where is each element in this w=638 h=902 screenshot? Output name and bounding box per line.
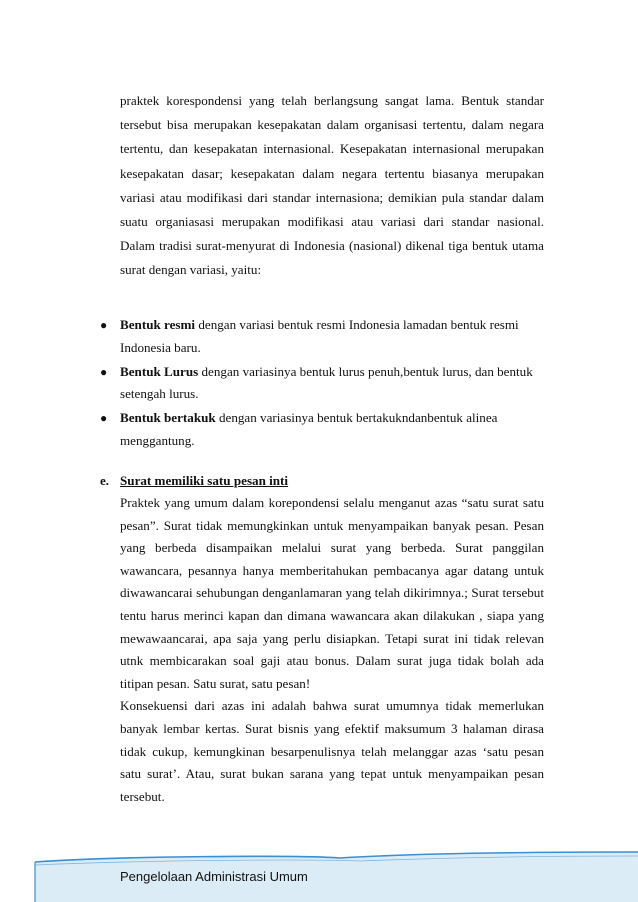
list-item [100,407,546,452]
list-item [100,314,546,359]
list-item [100,361,546,406]
bullet-icon: ● [100,364,108,379]
section-heading [100,470,546,492]
list-item-term: Bentuk Lurus [120,363,199,379]
form-list [100,314,546,454]
section-paragraph: Konsekuensi dari azas ini adalah bahwa surat umumnya tidak memerlukan banyak lembar kertas. Surat bisnis yang efektif maksumum 3 halaman dirasa tidak cukup, kemungkinan besarpenulisnya telah melanggar azas ‘satu pesan satu surat’. Atau, surat bukan sarana yang tepat untuk menyampaikan pesan tersebut. [120,698,544,804]
list-item-text: dengan variasi bentuk resmi Indonesia lamadan bentuk resmi Indonesia baru. [120,317,519,355]
list-item-term: Bentuk bertakuk [120,410,216,425]
section-letter: e. [100,473,110,488]
list-item-text: dengan variasinya bentuk lurus penuh,bentuk lurus, dan bentuk setengah lurus. [120,363,533,401]
list-item-text: dengan variasinya bentuk bertakukndanbentuk alinea menggantung. [120,410,498,448]
section-e [100,470,546,808]
bullet-icon: ● [100,411,108,425]
intro-paragraph: praktek korespondensi yang telah berlangsung sangat lama. Bentuk standar tersebut bisa merupakan kesepakatan dalam organisasi tertentu, dalam negara tertentu, dan kesepakatan internasional. Kesepakatan internasional merupakan kesepakatan dasar; kesepakatan dalam negara tertentu biasanya merupakan variasi atau modifikasi dari standar internasiona; demikian pula standar dalam suatu organiasasi merupakan modifikasi atau variasi dari standar nasional. Dalam tradisi surat-menyurat di Indonesia (nasional) dikenal tiga bentuk utama surat dengan variasi, yaitu: [120,93,544,278]
list-item-term: Bentuk resmi [120,317,196,332]
bullet-icon: ● [100,318,108,332]
section-title: Surat memiliki satu pesan inti [120,473,289,488]
section-paragraph: Praktek yang umum dalam korepondensi selalu menganut azas “satu surat satu pesan”. Surat tidak memungkinkan untuk menyampaikan banyak pesan. Pesan yang berbeda disampaikan melalui surat yang berbeda. Surat panggilan wawancara, pesannya hanya memberitahukan pembacanya agar datang untuk diwawancarai sehubungan denganlamaran yang telah dikirimnya.; Surat tersebut tentu harus merinci kapan dan dimana wawancara akan dilakukan , siapa yang mewawaancarai, apa saja yang perlu disiapkan. Tetapi surat ini tidak relevan utnk membicarakan soal gaji atau bonus. Dalam surat juga tidak bolah ada titipan pesan. Satu surat, satu pesan! [120,495,544,691]
footer-banner [0,850,638,902]
section-body [100,492,544,808]
footer-title: Pengelolaan Administrasi Umum [120,869,308,884]
